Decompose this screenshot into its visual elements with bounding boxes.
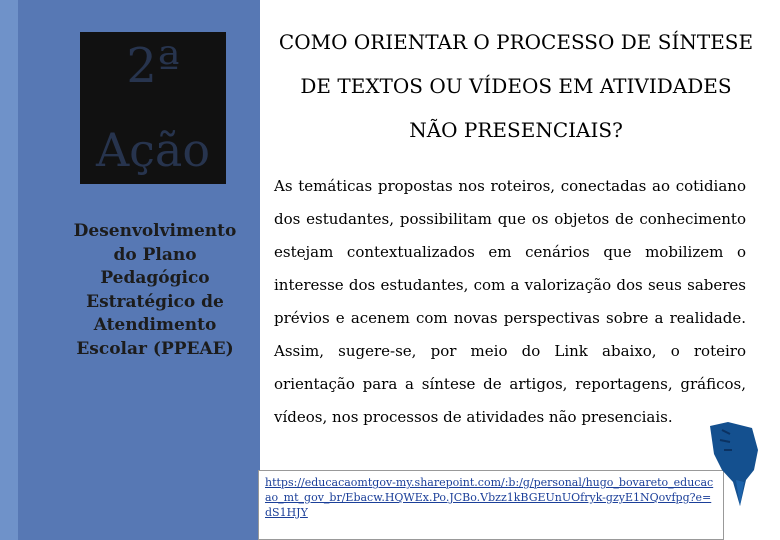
plan-title: Desenvolvimento do Plano Pedagógico Estratégico de Atendimento Escolar (PPEAE) [73, 221, 237, 359]
sharepoint-link[interactable]: https://educacaomtgov-my.sharepoint.com/:b:/g/personal/hugo_bovareto_educacao_mt_gov_br/Ebacw.HQWEx.Po.JCBo.Vbzz1kBGEUnUOfryk-gzyE1NQovfpg?e=dS1HJY [265, 476, 714, 519]
action-word: Ação [95, 123, 211, 177]
body-paragraph: As temáticas propostas nos roteiros, conectadas ao cotidiano dos estudantes, possibilitam que os objetos de conhecimento estejam contextualizados em cenários que mobilizem o interesse dos estudantes, com a valorização dos seus saberes prévios e acenem com novas perspectivas sobre a realidade. Assim, sugere-se, por meio do Link abaixo, o roteiro orientação para a síntese de artigos, reportagens, gráficos, vídeos, nos processos de atividades não presenciais. [274, 177, 746, 426]
link-box [258, 470, 724, 540]
action-badge [80, 32, 226, 184]
action-number: 2ª [126, 38, 180, 94]
left-accent-strip [0, 0, 18, 540]
pointing-hand-icon [700, 420, 764, 508]
page-title: COMO ORIENTAR O PROCESSO DE SÍNTESE DE TEXTOS OU VÍDEOS EM ATIVIDADES NÃO PRESENCIAIS? [278, 30, 754, 142]
